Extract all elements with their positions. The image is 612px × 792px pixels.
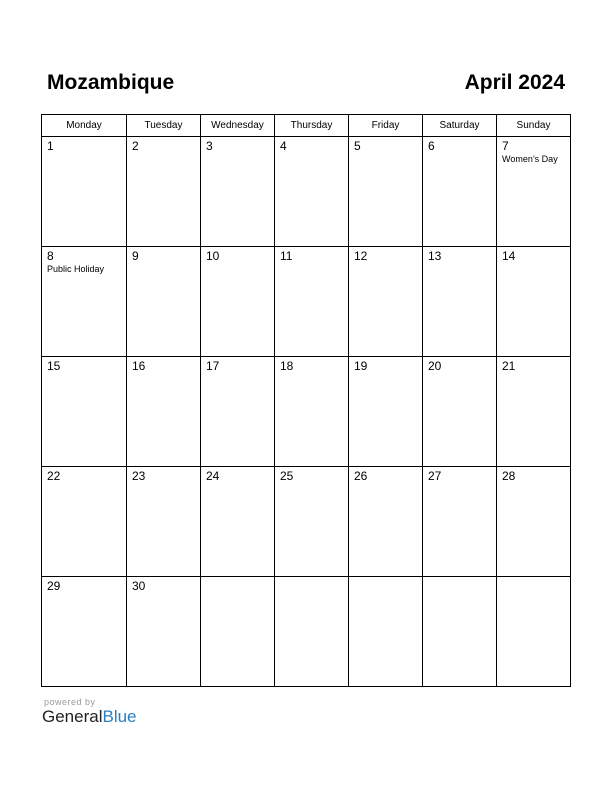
day-number: 3 [206, 139, 213, 153]
day-number: 12 [354, 249, 368, 263]
day-number: 5 [354, 139, 361, 153]
weekday-header-tuesday: Tuesday [127, 115, 201, 137]
day-number: 20 [428, 359, 442, 373]
holiday-label: Women’s Day [502, 154, 558, 164]
weekday-header-monday: Monday [42, 115, 127, 137]
day-cell [42, 357, 127, 467]
day-number: 8 [47, 249, 54, 263]
day-number: 1 [47, 139, 54, 153]
day-cell [127, 577, 201, 687]
day-cell [42, 137, 127, 247]
day-cell-empty [497, 577, 571, 687]
day-number: 18 [280, 359, 294, 373]
week-row [42, 577, 571, 687]
day-cell [201, 357, 275, 467]
week-row [42, 137, 571, 247]
day-cell [349, 137, 423, 247]
weekday-header-wednesday: Wednesday [201, 115, 275, 137]
week-row [42, 467, 571, 577]
day-cell [127, 357, 201, 467]
day-number: 11 [280, 249, 293, 263]
day-cell [201, 467, 275, 577]
day-cell [127, 137, 201, 247]
day-number: 15 [47, 359, 61, 373]
weekday-header-thursday: Thursday [275, 115, 349, 137]
day-cell [497, 357, 571, 467]
day-cell [497, 467, 571, 577]
holiday-label: Public Holiday [47, 264, 105, 274]
calendar-grid [41, 114, 571, 687]
day-number: 7 [502, 139, 509, 153]
day-number: 22 [47, 469, 61, 483]
day-cell [423, 247, 497, 357]
day-cell [423, 357, 497, 467]
day-cell [127, 467, 201, 577]
brand-name-general: General [42, 707, 103, 726]
week-row [42, 357, 571, 467]
day-cell [201, 137, 275, 247]
weekday-header-row [42, 115, 571, 137]
day-number: 6 [428, 139, 435, 153]
day-number: 26 [354, 469, 368, 483]
powered-by-text: powered by [44, 697, 96, 707]
day-number: 19 [354, 359, 368, 373]
day-cell [42, 247, 127, 357]
calendar-country-title: Mozambique [47, 71, 175, 94]
week-row [42, 247, 571, 357]
day-cell [349, 467, 423, 577]
day-number: 17 [206, 359, 220, 373]
day-cell [275, 247, 349, 357]
day-number: 16 [132, 359, 146, 373]
day-number: 30 [132, 579, 146, 593]
day-number: 24 [206, 469, 220, 483]
weekday-header-friday: Friday [349, 115, 423, 137]
day-number: 23 [132, 469, 146, 483]
day-number: 27 [428, 469, 442, 483]
calendar-month-title: April 2024 [464, 71, 565, 94]
day-cell [127, 247, 201, 357]
day-cell-empty [201, 577, 275, 687]
day-cell [275, 357, 349, 467]
weekday-header-sunday: Sunday [497, 115, 571, 137]
day-cell [423, 137, 497, 247]
day-cell [275, 467, 349, 577]
day-number: 13 [428, 249, 442, 263]
day-cell [423, 467, 497, 577]
weekday-header-saturday: Saturday [423, 115, 497, 137]
day-number: 9 [132, 249, 139, 263]
day-number: 28 [502, 469, 516, 483]
day-number: 21 [502, 359, 516, 373]
brand-name-blue: Blue [102, 707, 137, 726]
day-cell [275, 137, 349, 247]
day-cell [42, 467, 127, 577]
day-cell [201, 247, 275, 357]
day-number: 14 [502, 249, 516, 263]
day-number: 4 [280, 139, 287, 153]
day-number: 25 [280, 469, 294, 483]
day-number: 2 [132, 139, 139, 153]
day-cell [349, 357, 423, 467]
day-number: 10 [206, 249, 220, 263]
day-cell [42, 577, 127, 687]
day-cell-empty [275, 577, 349, 687]
day-cell [497, 137, 571, 247]
day-cell [349, 247, 423, 357]
day-cell-empty [423, 577, 497, 687]
day-cell [497, 247, 571, 357]
generalblue-logo [42, 707, 137, 727]
day-cell-empty [349, 577, 423, 687]
day-number: 29 [47, 579, 61, 593]
